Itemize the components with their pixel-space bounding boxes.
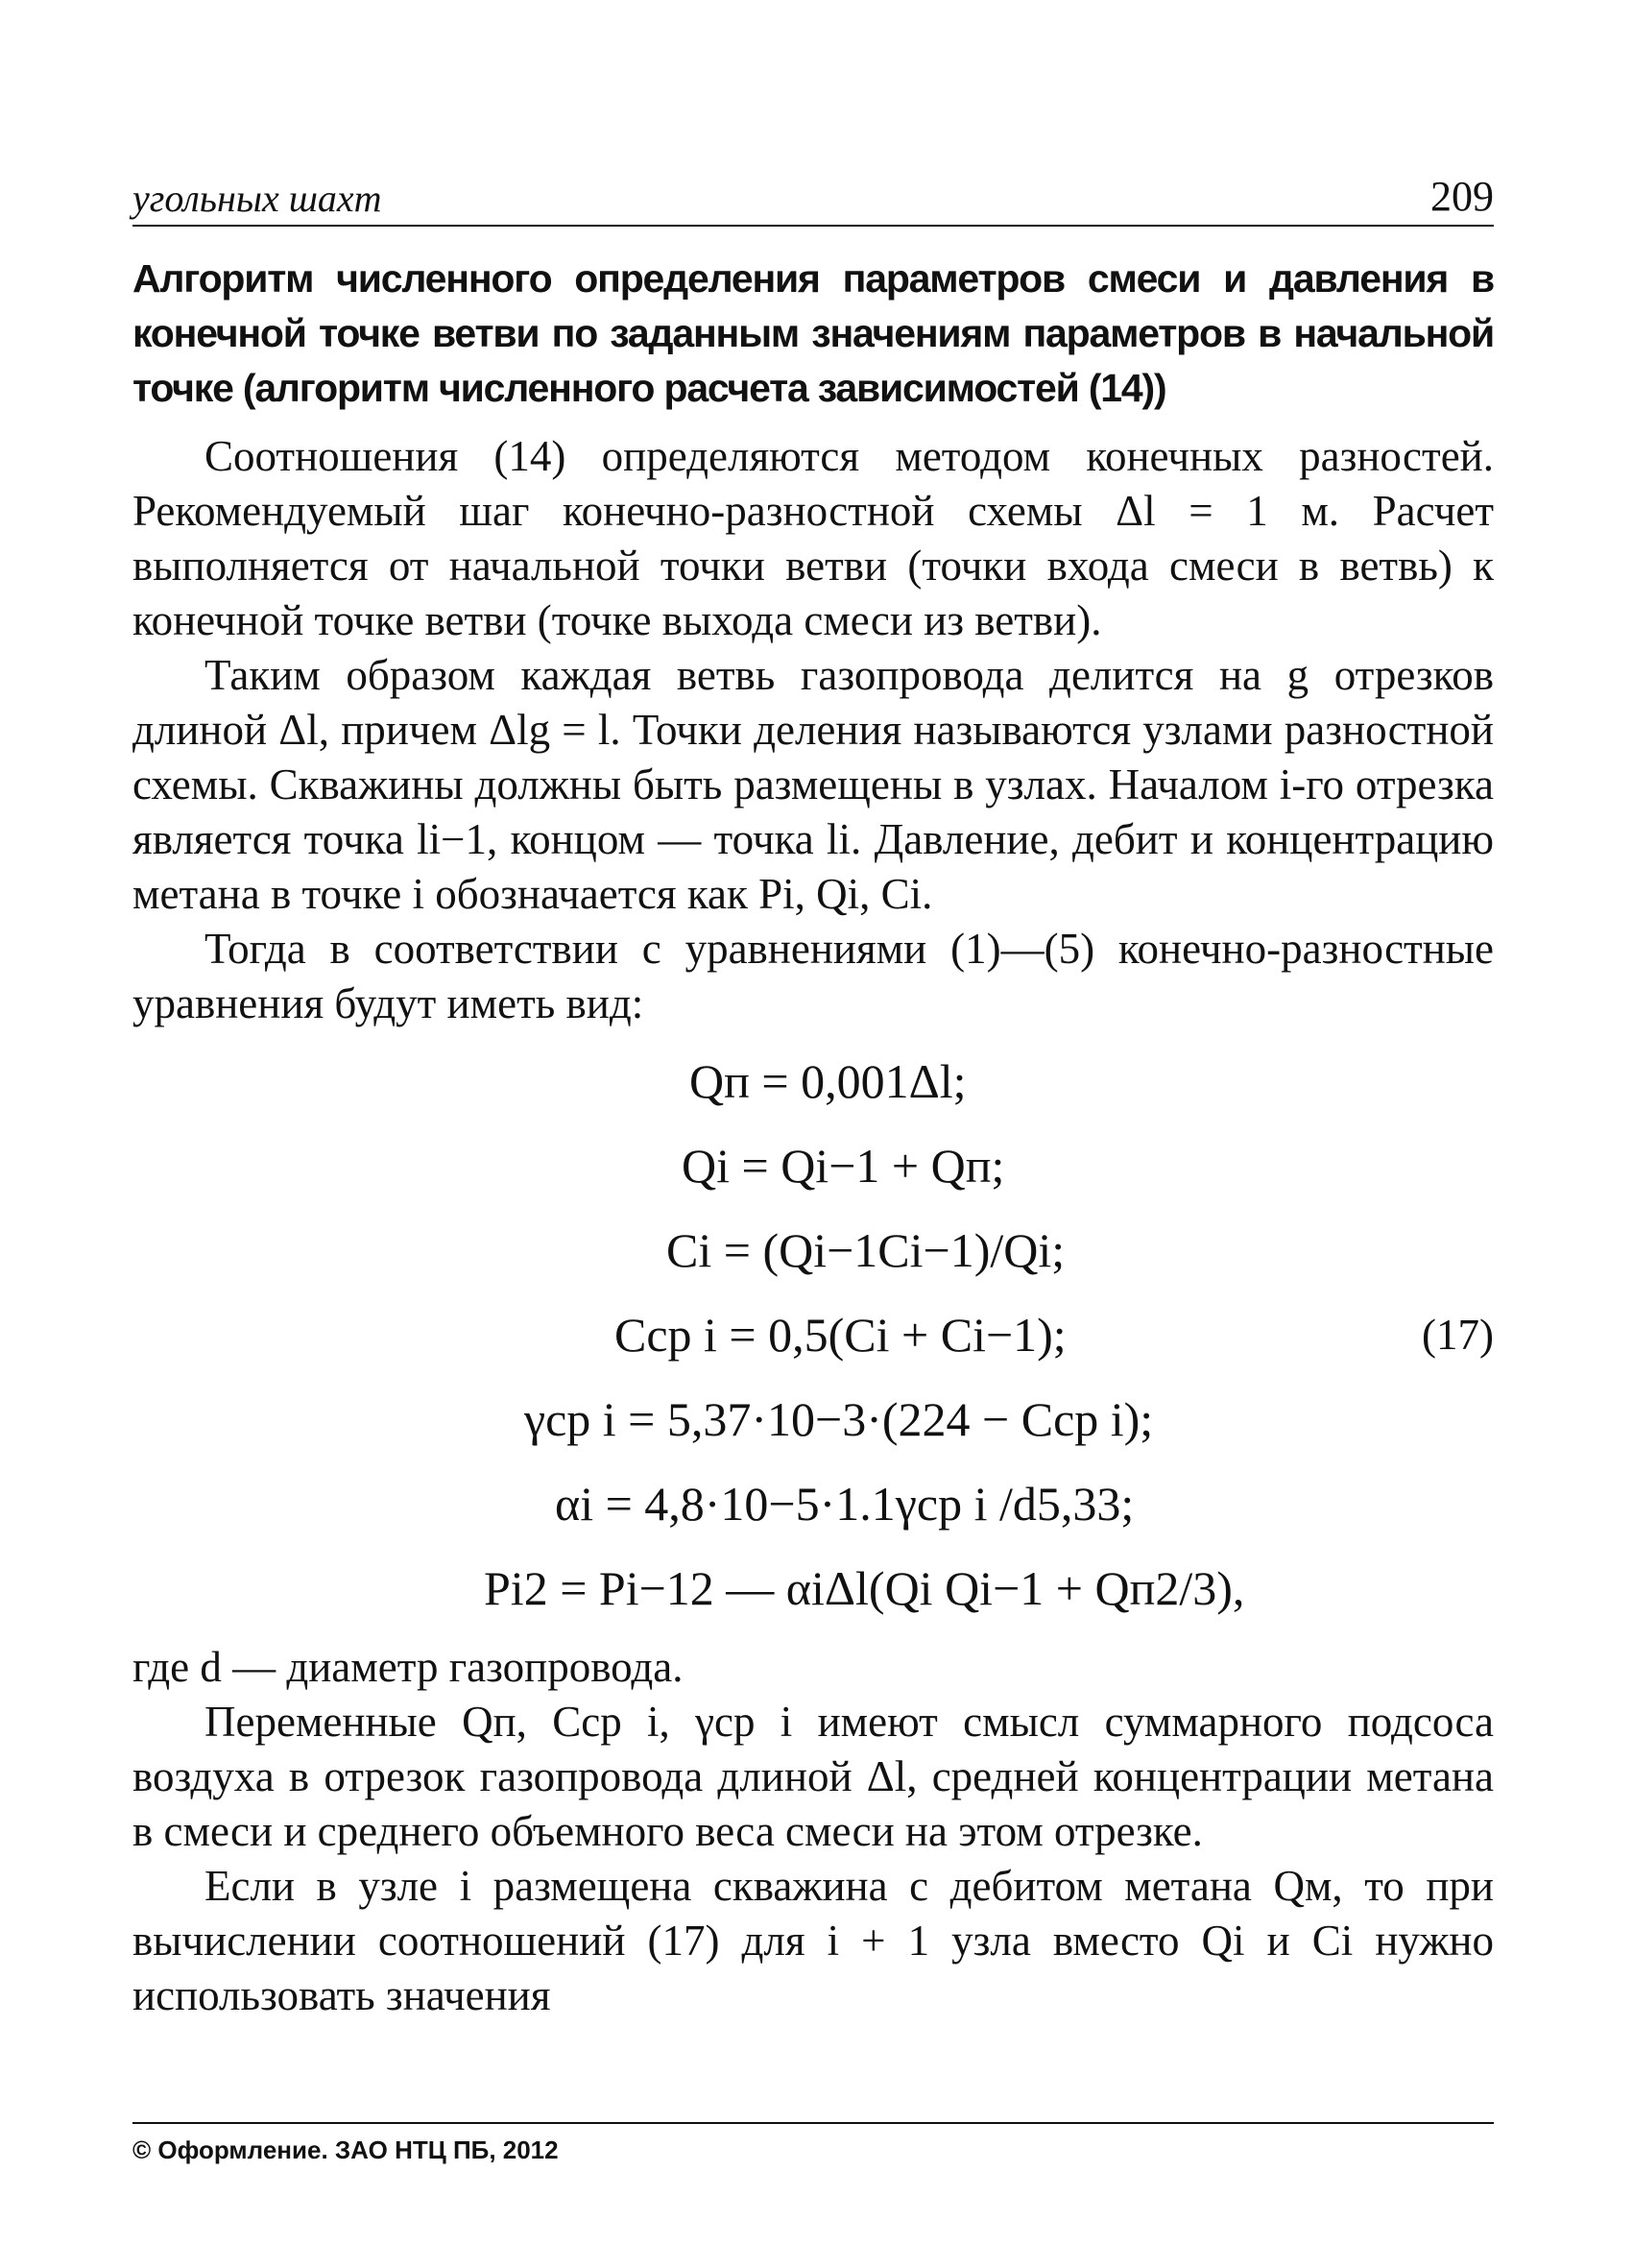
paragraph: где d — диаметр газопровода. [132,1643,684,1691]
section-title: Алгоритм численного определения параметров смеси и давления в конечной точке ветви по заданным значениям параметров в начальной точке (алгоритм численного расчета зависимостей (14)) [132,256,1494,410]
equation: γср i = 5,37·10−3·(224 − Cср i); [524,1392,1154,1446]
running-title: угольных шахт [132,177,382,220]
copyright-notice: © Оформление. ЗАО НТЦ ПБ, 2012 [132,2135,559,2164]
equation: αi = 4,8·10−5·1.1γср i /d5,33; [555,1477,1135,1531]
equation: Cср i = 0,5(Ci + Ci−1); [614,1308,1067,1362]
paragraph: Тогда в соответствии с уравнениями (1)—(5) конечно-разностные уравнения будут иметь вид: [132,925,1494,1027]
equation: Ci = (Qi−1Ci−1)/Qi; [666,1223,1066,1277]
equation: Pi2 = Pi−12 — αiΔl(Qi Qi−1 + Qп2/3), [484,1561,1245,1615]
paragraph: Переменные Qп, Cср i, γср i имеют смысл суммарного подсоса воздуха в отрезок газопровода длиной Δl, средней концентрации метана в смеси и среднего объемного веса смеси на этом отрезке. [132,1698,1494,1855]
page-header [132,171,1494,227]
page-content [132,252,1494,2023]
page-number: 209 [1430,173,1494,220]
paragraph: Таким образом каждая ветвь газопровода делится на g отрезков длиной Δl, причем Δlg = l. Точки деления называются узлами разностной схемы. Скважины должны быть размещены в узлах. Началом i-го отрезка является точка li−1, концом — точка li. Давление, дебит и концентрацию метана в точке i обозначается как Pi, Qi, Ci. [132,651,1494,918]
equation-number: (17) [1422,1311,1494,1359]
equation: Qi = Qi−1 + Qп; [682,1139,1005,1193]
equation-system-17 [132,1039,1494,1630]
paragraph: Если в узле i размещена скважина с дебитом метана Qм, то при вычислении соотношений (17) для i + 1 узла вместо Qi и Ci нужно использовать значения [132,1862,1494,2019]
page-footer [132,2122,1494,2165]
paragraph: Соотношения (14) определяются методом конечных разностей. Рекомендуемый шаг конечно-разностной схемы Δl = 1 м. Расчет выполняется от начальной точки ветви (точки входа смеси в ветвь) к конечной точке ветви (точке выхода смеси из ветви). [132,432,1494,644]
equation: Qп = 0,001Δl; [689,1054,967,1108]
